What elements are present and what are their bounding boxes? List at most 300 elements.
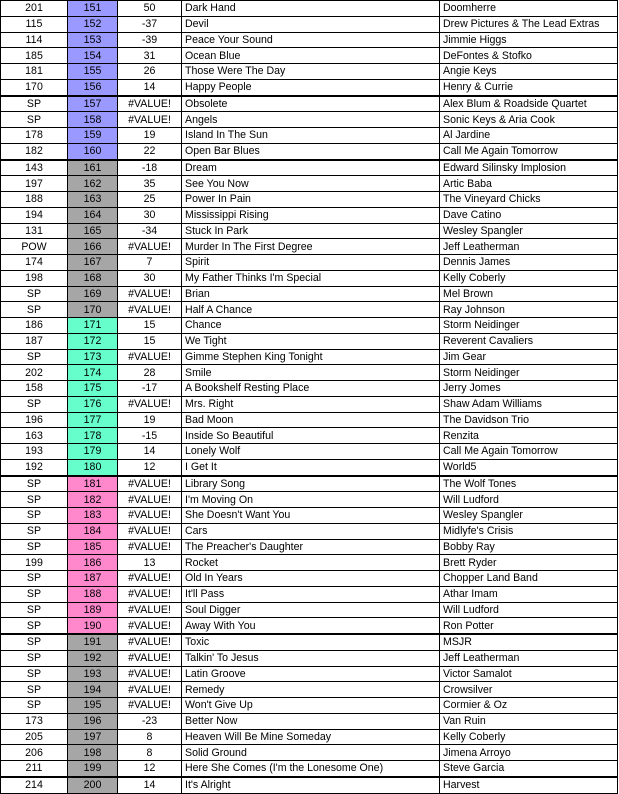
change-cell[interactable]: -39 (118, 32, 182, 48)
change-cell[interactable]: 25 (118, 192, 182, 208)
artist-cell[interactable]: Will Ludford (440, 492, 618, 508)
rank-cell[interactable]: 185 (68, 539, 118, 555)
change-cell[interactable]: 50 (118, 1, 182, 17)
last-position-cell[interactable]: 188 (1, 192, 68, 208)
song-title-cell[interactable]: Spirit (182, 255, 440, 271)
table-row[interactable] (1, 476, 618, 492)
change-cell[interactable]: -17 (118, 381, 182, 397)
last-position-cell[interactable]: 196 (1, 412, 68, 428)
rank-cell[interactable]: 176 (68, 396, 118, 412)
artist-cell[interactable]: Will Ludford (440, 602, 618, 618)
artist-cell[interactable]: Steve Garcia (440, 761, 618, 777)
change-cell[interactable]: #VALUE! (118, 698, 182, 714)
table-row[interactable] (1, 176, 618, 192)
last-position-cell[interactable]: SP (1, 698, 68, 714)
artist-cell[interactable]: Midlyfe's Crisis (440, 523, 618, 539)
last-position-cell[interactable]: SP (1, 396, 68, 412)
rank-cell[interactable]: 156 (68, 79, 118, 95)
change-cell[interactable]: #VALUE! (118, 586, 182, 602)
rank-cell[interactable]: 183 (68, 508, 118, 524)
change-cell[interactable]: #VALUE! (118, 539, 182, 555)
table-row[interactable] (1, 586, 618, 602)
table-row[interactable] (1, 223, 618, 239)
artist-cell[interactable]: Storm Neidinger (440, 318, 618, 334)
artist-cell[interactable]: Doomherre (440, 1, 618, 17)
change-cell[interactable]: #VALUE! (118, 492, 182, 508)
table-row[interactable] (1, 16, 618, 32)
last-position-cell[interactable]: SP (1, 602, 68, 618)
artist-cell[interactable]: Renzita (440, 428, 618, 444)
change-cell[interactable]: -18 (118, 160, 182, 176)
table-row[interactable] (1, 96, 618, 112)
last-position-cell[interactable]: 201 (1, 1, 68, 17)
rank-cell[interactable]: 153 (68, 32, 118, 48)
last-position-cell[interactable]: SP (1, 682, 68, 698)
rank-cell[interactable]: 177 (68, 412, 118, 428)
table-row[interactable] (1, 48, 618, 64)
table-row[interactable] (1, 365, 618, 381)
change-cell[interactable]: 28 (118, 365, 182, 381)
table-row[interactable] (1, 396, 618, 412)
artist-cell[interactable]: Jimmie Higgs (440, 32, 618, 48)
song-title-cell[interactable]: Brian (182, 286, 440, 302)
last-position-cell[interactable]: 211 (1, 761, 68, 777)
rank-cell[interactable]: 182 (68, 492, 118, 508)
change-cell[interactable]: -34 (118, 223, 182, 239)
rank-cell[interactable]: 180 (68, 459, 118, 475)
table-row[interactable] (1, 761, 618, 777)
table-row[interactable] (1, 64, 618, 80)
song-title-cell[interactable]: Obsolete (182, 96, 440, 112)
song-title-cell[interactable]: Ocean Blue (182, 48, 440, 64)
rank-cell[interactable]: 163 (68, 192, 118, 208)
change-cell[interactable]: 14 (118, 79, 182, 95)
last-position-cell[interactable]: 199 (1, 555, 68, 571)
change-cell[interactable]: 12 (118, 459, 182, 475)
table-row[interactable] (1, 333, 618, 349)
rank-cell[interactable]: 179 (68, 444, 118, 460)
artist-cell[interactable]: Brett Ryder (440, 555, 618, 571)
song-title-cell[interactable]: Dream (182, 160, 440, 176)
last-position-cell[interactable]: 214 (1, 777, 68, 793)
rank-cell[interactable]: 192 (68, 650, 118, 666)
artist-cell[interactable]: Kelly Coberly (440, 729, 618, 745)
last-position-cell[interactable]: 193 (1, 444, 68, 460)
artist-cell[interactable]: Alex Blum & Roadside Quartet (440, 96, 618, 112)
table-row[interactable] (1, 160, 618, 176)
artist-cell[interactable]: Al Jardine (440, 128, 618, 144)
artist-cell[interactable]: Artic Baba (440, 176, 618, 192)
last-position-cell[interactable]: 197 (1, 176, 68, 192)
artist-cell[interactable]: Reverent Cavaliers (440, 333, 618, 349)
artist-cell[interactable]: Jeff Leatherman (440, 650, 618, 666)
artist-cell[interactable]: Cormier & Oz (440, 698, 618, 714)
last-position-cell[interactable]: SP (1, 476, 68, 492)
rank-cell[interactable]: 194 (68, 682, 118, 698)
change-cell[interactable]: #VALUE! (118, 666, 182, 682)
rank-cell[interactable]: 190 (68, 618, 118, 634)
last-position-cell[interactable]: 186 (1, 318, 68, 334)
song-title-cell[interactable]: Gimme Stephen King Tonight (182, 349, 440, 365)
change-cell[interactable]: 15 (118, 318, 182, 334)
rank-cell[interactable]: 157 (68, 96, 118, 112)
rank-cell[interactable]: 160 (68, 143, 118, 159)
song-title-cell[interactable]: I'm Moving On (182, 492, 440, 508)
table-row[interactable] (1, 286, 618, 302)
artist-cell[interactable]: Ron Potter (440, 618, 618, 634)
rank-cell[interactable]: 170 (68, 302, 118, 318)
rank-cell[interactable]: 198 (68, 745, 118, 761)
change-cell[interactable]: #VALUE! (118, 396, 182, 412)
song-title-cell[interactable]: The Preacher's Daughter (182, 539, 440, 555)
last-position-cell[interactable]: 206 (1, 745, 68, 761)
song-title-cell[interactable]: Murder In The First Degree (182, 239, 440, 255)
last-position-cell[interactable]: SP (1, 539, 68, 555)
change-cell[interactable]: 15 (118, 333, 182, 349)
artist-cell[interactable]: Van Ruin (440, 713, 618, 729)
artist-cell[interactable]: Jerry Jomes (440, 381, 618, 397)
change-cell[interactable]: #VALUE! (118, 302, 182, 318)
rank-cell[interactable]: 197 (68, 729, 118, 745)
change-cell[interactable]: #VALUE! (118, 96, 182, 112)
rank-cell[interactable]: 159 (68, 128, 118, 144)
change-cell[interactable]: 19 (118, 128, 182, 144)
last-position-cell[interactable]: 182 (1, 143, 68, 159)
last-position-cell[interactable]: SP (1, 508, 68, 524)
song-title-cell[interactable]: Won't Give Up (182, 698, 440, 714)
table-row[interactable] (1, 318, 618, 334)
song-title-cell[interactable]: Cars (182, 523, 440, 539)
last-position-cell[interactable]: 174 (1, 255, 68, 271)
table-row[interactable] (1, 618, 618, 634)
last-position-cell[interactable]: SP (1, 112, 68, 128)
table-row[interactable] (1, 492, 618, 508)
change-cell[interactable]: #VALUE! (118, 634, 182, 650)
last-position-cell[interactable]: 170 (1, 79, 68, 95)
artist-cell[interactable]: Dennis James (440, 255, 618, 271)
song-title-cell[interactable]: Old In Years (182, 571, 440, 587)
last-position-cell[interactable]: SP (1, 286, 68, 302)
song-title-cell[interactable]: Stuck In Park (182, 223, 440, 239)
table-row[interactable] (1, 412, 618, 428)
artist-cell[interactable]: Bobby Ray (440, 539, 618, 555)
artist-cell[interactable]: World5 (440, 459, 618, 475)
last-position-cell[interactable]: 205 (1, 729, 68, 745)
rank-cell[interactable]: 164 (68, 207, 118, 223)
song-title-cell[interactable]: Bad Moon (182, 412, 440, 428)
artist-cell[interactable]: Edward Silinsky Implosion (440, 160, 618, 176)
change-cell[interactable]: #VALUE! (118, 571, 182, 587)
song-title-cell[interactable]: Here She Comes (I'm the Lonesome One) (182, 761, 440, 777)
table-row[interactable] (1, 444, 618, 460)
change-cell[interactable]: 31 (118, 48, 182, 64)
last-position-cell[interactable]: 185 (1, 48, 68, 64)
song-title-cell[interactable]: Latin Groove (182, 666, 440, 682)
last-position-cell[interactable]: SP (1, 492, 68, 508)
song-title-cell[interactable]: Mrs. Right (182, 396, 440, 412)
song-title-cell[interactable]: Dark Hand (182, 1, 440, 17)
rank-cell[interactable]: 195 (68, 698, 118, 714)
artist-cell[interactable]: Sonic Keys & Aria Cook (440, 112, 618, 128)
table-row[interactable] (1, 79, 618, 95)
change-cell[interactable]: #VALUE! (118, 682, 182, 698)
artist-cell[interactable]: Shaw Adam Williams (440, 396, 618, 412)
change-cell[interactable]: #VALUE! (118, 523, 182, 539)
last-position-cell[interactable]: 163 (1, 428, 68, 444)
song-title-cell[interactable]: Chance (182, 318, 440, 334)
table-row[interactable] (1, 729, 618, 745)
song-title-cell[interactable]: It'll Pass (182, 586, 440, 602)
table-row[interactable] (1, 602, 618, 618)
artist-cell[interactable]: Call Me Again Tomorrow (440, 444, 618, 460)
change-cell[interactable]: -23 (118, 713, 182, 729)
song-title-cell[interactable]: Rocket (182, 555, 440, 571)
song-title-cell[interactable]: A Bookshelf Resting Place (182, 381, 440, 397)
last-position-cell[interactable]: 187 (1, 333, 68, 349)
table-row[interactable] (1, 128, 618, 144)
last-position-cell[interactable]: SP (1, 650, 68, 666)
song-title-cell[interactable]: I Get It (182, 459, 440, 475)
table-row[interactable] (1, 459, 618, 475)
last-position-cell[interactable]: 202 (1, 365, 68, 381)
song-title-cell[interactable]: Soul Digger (182, 602, 440, 618)
rank-cell[interactable]: 169 (68, 286, 118, 302)
artist-cell[interactable]: Athar Imam (440, 586, 618, 602)
rank-cell[interactable]: 186 (68, 555, 118, 571)
song-title-cell[interactable]: Away With You (182, 618, 440, 634)
last-position-cell[interactable]: 173 (1, 713, 68, 729)
table-row[interactable] (1, 666, 618, 682)
rank-cell[interactable]: 175 (68, 381, 118, 397)
table-row[interactable] (1, 255, 618, 271)
last-position-cell[interactable]: 131 (1, 223, 68, 239)
table-row[interactable] (1, 143, 618, 159)
change-cell[interactable]: 14 (118, 444, 182, 460)
table-row[interactable] (1, 539, 618, 555)
table-row[interactable] (1, 1, 618, 17)
song-title-cell[interactable]: Remedy (182, 682, 440, 698)
last-position-cell[interactable]: 178 (1, 128, 68, 144)
rank-cell[interactable]: 188 (68, 586, 118, 602)
artist-cell[interactable]: Harvest (440, 777, 618, 793)
rank-cell[interactable]: 178 (68, 428, 118, 444)
last-position-cell[interactable]: POW (1, 239, 68, 255)
table-row[interactable] (1, 698, 618, 714)
rank-cell[interactable]: 151 (68, 1, 118, 17)
artist-cell[interactable]: Henry & Currie (440, 79, 618, 95)
last-position-cell[interactable]: SP (1, 666, 68, 682)
rank-cell[interactable]: 167 (68, 255, 118, 271)
table-row[interactable] (1, 32, 618, 48)
table-row[interactable] (1, 508, 618, 524)
last-position-cell[interactable]: 158 (1, 381, 68, 397)
rank-cell[interactable]: 162 (68, 176, 118, 192)
artist-cell[interactable]: Dave Catino (440, 207, 618, 223)
last-position-cell[interactable]: SP (1, 571, 68, 587)
rank-cell[interactable]: 154 (68, 48, 118, 64)
song-title-cell[interactable]: Devil (182, 16, 440, 32)
song-title-cell[interactable]: It's Alright (182, 777, 440, 793)
change-cell[interactable]: #VALUE! (118, 508, 182, 524)
rank-cell[interactable]: 196 (68, 713, 118, 729)
rank-cell[interactable]: 184 (68, 523, 118, 539)
song-title-cell[interactable]: Solid Ground (182, 745, 440, 761)
artist-cell[interactable]: The Vineyard Chicks (440, 192, 618, 208)
artist-cell[interactable]: Chopper Land Band (440, 571, 618, 587)
song-title-cell[interactable]: We Tight (182, 333, 440, 349)
rank-cell[interactable]: 158 (68, 112, 118, 128)
change-cell[interactable]: #VALUE! (118, 239, 182, 255)
change-cell[interactable]: 7 (118, 255, 182, 271)
table-row[interactable] (1, 555, 618, 571)
table-row[interactable] (1, 571, 618, 587)
table-row[interactable] (1, 523, 618, 539)
last-position-cell[interactable]: SP (1, 523, 68, 539)
table-row[interactable] (1, 650, 618, 666)
song-title-cell[interactable]: She Doesn't Want You (182, 508, 440, 524)
change-cell[interactable]: #VALUE! (118, 286, 182, 302)
table-row[interactable] (1, 207, 618, 223)
artist-cell[interactable]: Wesley Spangler (440, 223, 618, 239)
change-cell[interactable]: -37 (118, 16, 182, 32)
artist-cell[interactable]: Jeff Leatherman (440, 239, 618, 255)
song-title-cell[interactable]: Inside So Beautiful (182, 428, 440, 444)
last-position-cell[interactable]: 143 (1, 160, 68, 176)
rank-cell[interactable]: 189 (68, 602, 118, 618)
rank-cell[interactable]: 200 (68, 777, 118, 793)
rank-cell[interactable]: 171 (68, 318, 118, 334)
artist-cell[interactable]: DeFontes & Stofko (440, 48, 618, 64)
rank-cell[interactable]: 181 (68, 476, 118, 492)
song-title-cell[interactable]: Open Bar Blues (182, 143, 440, 159)
rank-cell[interactable]: 152 (68, 16, 118, 32)
artist-cell[interactable]: Call Me Again Tomorrow (440, 143, 618, 159)
song-title-cell[interactable]: See You Now (182, 176, 440, 192)
change-cell[interactable]: 13 (118, 555, 182, 571)
rank-cell[interactable]: 199 (68, 761, 118, 777)
artist-cell[interactable]: Mel Brown (440, 286, 618, 302)
table-row[interactable] (1, 713, 618, 729)
song-title-cell[interactable]: Smile (182, 365, 440, 381)
rank-cell[interactable]: 187 (68, 571, 118, 587)
last-position-cell[interactable]: SP (1, 302, 68, 318)
artist-cell[interactable]: Wesley Spangler (440, 508, 618, 524)
last-position-cell[interactable]: SP (1, 634, 68, 650)
change-cell[interactable]: 22 (118, 143, 182, 159)
artist-cell[interactable]: Jimena Arroyo (440, 745, 618, 761)
last-position-cell[interactable]: 198 (1, 270, 68, 286)
rank-cell[interactable]: 161 (68, 160, 118, 176)
song-title-cell[interactable]: Power In Pain (182, 192, 440, 208)
table-row[interactable] (1, 745, 618, 761)
rank-cell[interactable]: 173 (68, 349, 118, 365)
table-row[interactable] (1, 428, 618, 444)
change-cell[interactable]: -15 (118, 428, 182, 444)
rank-cell[interactable]: 155 (68, 64, 118, 80)
change-cell[interactable]: 30 (118, 207, 182, 223)
table-row[interactable] (1, 634, 618, 650)
rank-cell[interactable]: 174 (68, 365, 118, 381)
song-title-cell[interactable]: Heaven Will Be Mine Someday (182, 729, 440, 745)
song-title-cell[interactable]: Library Song (182, 476, 440, 492)
song-title-cell[interactable]: Happy People (182, 79, 440, 95)
last-position-cell[interactable]: 114 (1, 32, 68, 48)
table-row[interactable] (1, 112, 618, 128)
change-cell[interactable]: 26 (118, 64, 182, 80)
table-row[interactable] (1, 270, 618, 286)
change-cell[interactable]: 12 (118, 761, 182, 777)
change-cell[interactable]: 8 (118, 745, 182, 761)
change-cell[interactable]: #VALUE! (118, 602, 182, 618)
song-title-cell[interactable]: Better Now (182, 713, 440, 729)
rank-cell[interactable]: 168 (68, 270, 118, 286)
table-row[interactable] (1, 381, 618, 397)
artist-cell[interactable]: The Davidson Trio (440, 412, 618, 428)
song-title-cell[interactable]: Mississippi Rising (182, 207, 440, 223)
change-cell[interactable]: 19 (118, 412, 182, 428)
table-row[interactable] (1, 302, 618, 318)
table-row[interactable] (1, 239, 618, 255)
table-row[interactable] (1, 682, 618, 698)
rank-cell[interactable]: 172 (68, 333, 118, 349)
artist-cell[interactable]: Ray Johnson (440, 302, 618, 318)
song-title-cell[interactable]: Peace Your Sound (182, 32, 440, 48)
artist-cell[interactable]: The Wolf Tones (440, 476, 618, 492)
change-cell[interactable]: #VALUE! (118, 650, 182, 666)
artist-cell[interactable]: Angie Keys (440, 64, 618, 80)
last-position-cell[interactable]: SP (1, 586, 68, 602)
artist-cell[interactable]: MSJR (440, 634, 618, 650)
last-position-cell[interactable]: SP (1, 349, 68, 365)
artist-cell[interactable]: Storm Neidinger (440, 365, 618, 381)
table-row[interactable] (1, 777, 618, 793)
song-title-cell[interactable]: Those Were The Day (182, 64, 440, 80)
artist-cell[interactable]: Crowsilver (440, 682, 618, 698)
song-title-cell[interactable]: Toxic (182, 634, 440, 650)
last-position-cell[interactable]: 181 (1, 64, 68, 80)
change-cell[interactable]: 14 (118, 777, 182, 793)
last-position-cell[interactable]: SP (1, 96, 68, 112)
artist-cell[interactable]: Jim Gear (440, 349, 618, 365)
last-position-cell[interactable]: 192 (1, 459, 68, 475)
change-cell[interactable]: #VALUE! (118, 618, 182, 634)
change-cell[interactable]: 8 (118, 729, 182, 745)
last-position-cell[interactable]: 194 (1, 207, 68, 223)
change-cell[interactable]: 30 (118, 270, 182, 286)
song-title-cell[interactable]: Half A Chance (182, 302, 440, 318)
last-position-cell[interactable]: SP (1, 618, 68, 634)
artist-cell[interactable]: Drew Pictures & The Lead Extras (440, 16, 618, 32)
change-cell[interactable]: 35 (118, 176, 182, 192)
song-title-cell[interactable]: Lonely Wolf (182, 444, 440, 460)
rank-cell[interactable]: 191 (68, 634, 118, 650)
change-cell[interactable]: #VALUE! (118, 349, 182, 365)
song-title-cell[interactable]: Angels (182, 112, 440, 128)
change-cell[interactable]: #VALUE! (118, 476, 182, 492)
table-row[interactable] (1, 349, 618, 365)
song-title-cell[interactable]: Island In The Sun (182, 128, 440, 144)
song-title-cell[interactable]: My Father Thinks I'm Special (182, 270, 440, 286)
artist-cell[interactable]: Kelly Coberly (440, 270, 618, 286)
rank-cell[interactable]: 165 (68, 223, 118, 239)
artist-cell[interactable]: Victor Samalot (440, 666, 618, 682)
change-cell[interactable]: #VALUE! (118, 112, 182, 128)
rank-cell[interactable]: 193 (68, 666, 118, 682)
song-title-cell[interactable]: Talkin' To Jesus (182, 650, 440, 666)
rank-cell[interactable]: 166 (68, 239, 118, 255)
last-position-cell[interactable]: 115 (1, 16, 68, 32)
table-row[interactable] (1, 192, 618, 208)
